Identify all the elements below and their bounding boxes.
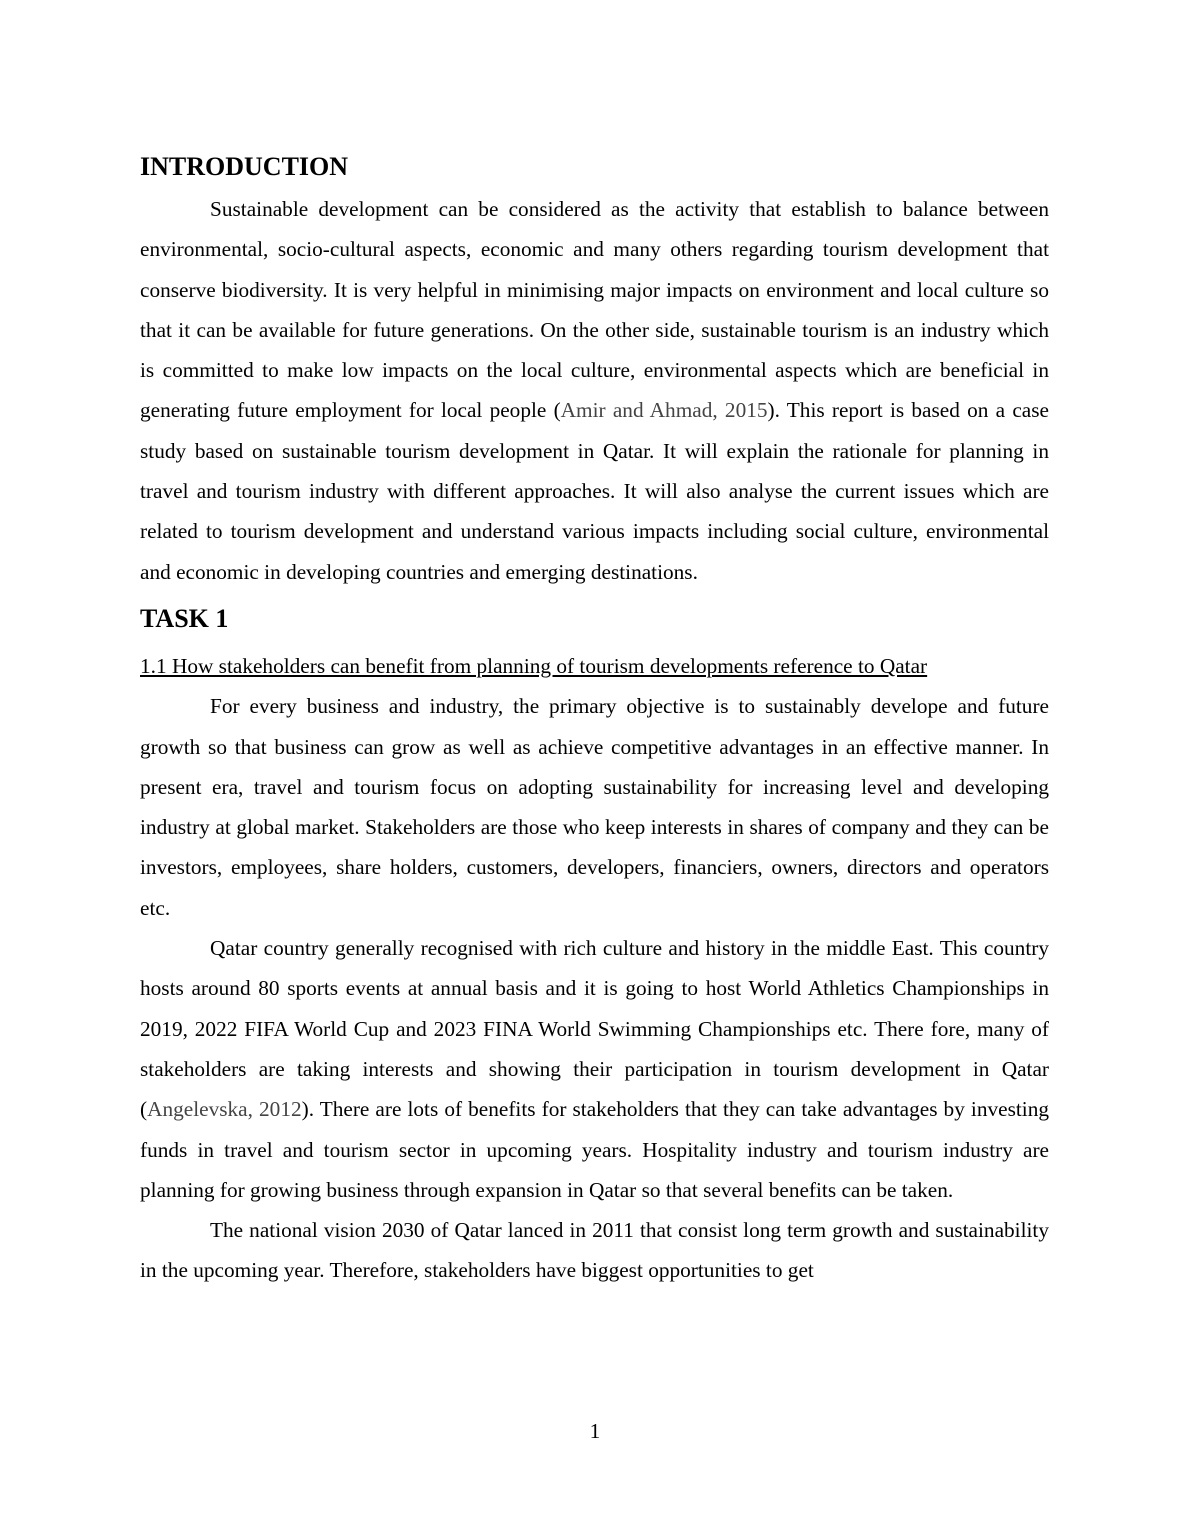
citation-amir-ahmad: Amir and Ahmad, 2015 [560, 398, 768, 423]
task1-p2-text-before-citation: Qatar country generally recognised with rich culture and history in the middle East. This country hosts around 80 sports events at annual basis and it is going to host World Athletics Championships in 2019, 2022 FIFA World Cup and 2023 FINA World Swimming Championships etc. There fore, many of stakeholders are taking interests and showing their participation in tourism development in Qatar ( [140, 936, 1049, 1122]
task1-paragraph-2 [140, 928, 1049, 1210]
page-content [140, 148, 1049, 1291]
introduction-paragraph [140, 189, 1049, 592]
task1-paragraph-3: The national vision 2030 of Qatar lanced in 2011 that consist long term growth and sustainability in the upcoming year. Therefore, stakeholders have biggest opportunities to get [140, 1218, 1049, 1283]
task1-paragraph-1: For every business and industry, the primary objective is to sustainably develope and future growth so that business can grow as well as achieve competitive advantages in an effective manner. In present era, travel and tourism focus on adopting sustainability for increasing level and developing industry at global market. Stakeholders are those who keep interests in shares of company and they can be investors, employees, share holders, customers, developers, financiers, owners, directors and operators etc. [140, 694, 1049, 920]
task1-heading: TASK 1 [140, 603, 229, 633]
task1-p2-text-after-citation: ). There are lots of benefits for stakeholders that they can take advantages by investing funds in travel and tourism sector in upcoming years. Hospitality industry and tourism industry are planning for growing business through expansion in Qatar so that several benefits can be taken. [140, 1097, 1050, 1202]
intro-text-before-citation: Sustainable development can be considered as the activity that establish to balance between environmental, socio-cultural aspects, economic and many others regarding tourism development that conserve biodiversity. It is very helpful in minimising major impacts on environment and local culture so that it can be available for future generations. On the other side, sustainable tourism is an industry which is committed to make low impacts on the local culture, environmental aspects which are beneficial in generating future employment for local people ( [140, 197, 1049, 423]
citation-angelevska: Angelevska, 2012 [147, 1097, 302, 1122]
introduction-heading: INTRODUCTION [140, 152, 349, 181]
page-number: 1 [589, 1419, 601, 1443]
task1-subheading: 1.1 How stakeholders can benefit from planning of tourism developments reference to Qatar [140, 653, 928, 678]
intro-text-after-citation: ). This report is based on a case study based on sustainable tourism development in Qatar. It will explain the rationale for planning in travel and tourism industry with different approaches. It will also analyse the current issues which are related to tourism development and understand various impacts including social culture, environmental and economic in developing countries and emerging destinations. [140, 398, 1049, 584]
